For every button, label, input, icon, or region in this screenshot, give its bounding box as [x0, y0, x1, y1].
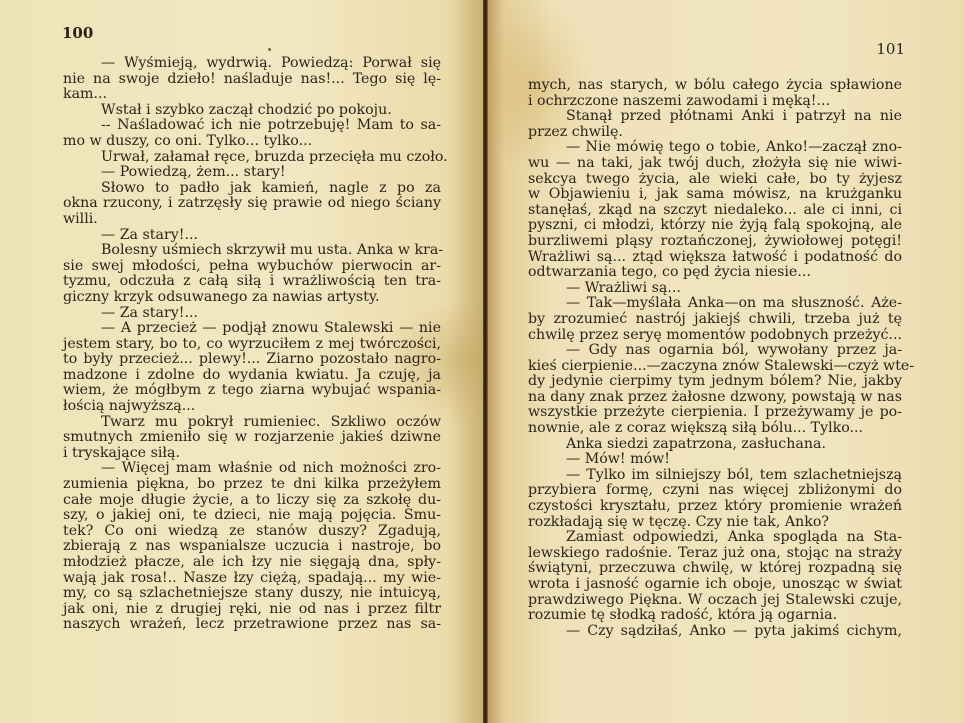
text-line: sekcya twego życia, ale wieki całe, bo ty żyjesz	[528, 170, 902, 187]
text-line: by zrozumieć nastrój jakiejś chwili, trzeba już tę	[528, 310, 902, 327]
text-line: naszych wrażeń, lecz przetrawione przez nas sa-	[63, 616, 441, 633]
text-line: tyzmu, odczuła z całą siłą i wrażliwością ten tra-	[63, 273, 441, 290]
text-line: Zamiast odpowiedzi, Anka spogląda na Sta-	[566, 529, 902, 546]
text-line: willi.	[63, 210, 98, 227]
text-line: wiem, że mógłbym z tego ziarna wybujać wspania-	[63, 382, 441, 399]
text-line: pyszni, ci młodzi, którzy nie żyją falą spokojną, ale	[528, 217, 902, 234]
text-line: — Nie mówię tego o tobie, Anko!—zaczął zno-	[566, 139, 902, 156]
text-line: Bolesny uśmiech skrzywił mu usta. Anka w kra-	[101, 242, 444, 259]
text-line: burzliwemi pląsy roztańczonej, żywiołowej potęgi!	[528, 232, 902, 249]
text-line: wają jak rosa!.. Nasze łzy ciężą, spadają... my wie-	[63, 569, 441, 586]
text-line: nownie, ale z coraz większą siłą bólu... Tylko...	[528, 420, 864, 437]
text-line: — Wyśmieją, wydrwią. Powiedzą: Porwał się	[101, 55, 441, 71]
text-line: na dany znak przez żałosne dzwony, powstają w nas	[528, 388, 902, 405]
right-page-text	[528, 77, 915, 639]
text-line: wu — na taki, jak twój duch, złożyła się nie wiwi-	[528, 154, 902, 171]
text-line: — Mów! mów!	[566, 451, 670, 468]
text-line: okna rzucony, i zatrzęsły się prawie od niego ściany	[63, 195, 441, 212]
text-line: młodzież płacze, ale ich łzy nie sięgają dna, spły-	[63, 554, 441, 570]
text-line: Stanął przed płótnami Anki i patrzył na nie	[566, 108, 902, 125]
text-line: madzone i zdolne do wydania kwiatu. Ja czuję, ja	[63, 366, 441, 383]
text-line: odtwarzania tego, co pęd życia niesie...	[528, 264, 811, 281]
right-page	[485, 0, 964, 723]
text-line: całe moje długie życie, a to liczy się za szkołę du-	[63, 491, 441, 508]
text-line: mo w duszy, co oni. Tylko... tylko...	[63, 132, 313, 149]
text-line: — Tak—myślała Anka—on ma słuszność. Aże-	[566, 295, 902, 312]
text-line: wszystkie przeżyte cierpienia. I przeżywamy je po-	[528, 404, 902, 421]
text-line: tek? Co oni wiedzą ze stanów duszy? Zgadują,	[63, 522, 441, 539]
book-gutter-binding	[483, 0, 488, 723]
text-line: Wrażliwi są... ztąd większa łatwość i podatność do	[528, 248, 902, 265]
text-line: sie swej młodości, pełna wybuchów pierwocin ar-	[63, 257, 441, 274]
text-line: lewskiego radośnie. Teraz już ona, stojąc na straży	[528, 544, 902, 561]
text-line: — Za stary!...	[101, 226, 198, 243]
text-line: nie na swoje dzieło! naśladuje nas!... Tego się lę-	[63, 70, 441, 87]
text-line: stanęłaś, zkąd na szczyt niedaleko... ale ci inni, ci	[528, 201, 902, 218]
ink-speck	[268, 48, 271, 51]
page-number-right: 101	[876, 40, 905, 58]
text-line: prawdziwego Piękna. W oczach jej Stalewski czuje,	[528, 591, 902, 608]
text-line: świątyni, przeczuwa chwilę, w której rozpadną się	[528, 560, 902, 577]
text-line: Urwał, załamał ręce, bruzda przecięła mu czoło.	[101, 148, 448, 165]
text-line: — Wrażliwi są...	[566, 279, 681, 296]
text-line: — Powiedzą, żem... stary!	[101, 164, 286, 181]
text-line: Twarz mu pokrył rumieniec. Szkliwo oczów	[101, 413, 441, 430]
text-line: to były przecież... plewy!... Ziarno pozostało nagro-	[63, 351, 441, 368]
text-line: jak oni, nie z drugiej ręki, nie od nas i przez filtr	[63, 600, 441, 617]
text-line: przybiera formę, czyni nas więcej zbliżonymi do	[528, 482, 902, 499]
text-line: kieś cierpienie...—zaczyna znów Stalewski—czyż wte-	[528, 357, 915, 374]
text-line: — A przecież — podjął znowu Stalewski — nie	[101, 320, 441, 337]
text-line: wrota i jasność ogarnie ich oboje, unosząc w świat	[528, 576, 902, 592]
text-line: i tryskające siłą.	[63, 444, 180, 461]
text-line: zumienia piękna, bo przez te dni kilka przeżyłem	[63, 476, 441, 493]
text-line: zbierają z nas wspanialsze uczucia i nastroje, bo	[63, 538, 441, 555]
text-line: dy jedynie cierpimy tym jednym bólem? Nie, jakby	[528, 373, 902, 390]
text-line: chwilę przez seryę momentów podobnych przeżyć...	[528, 326, 902, 343]
text-line: — Więcej mam właśnie od nich możności zro-	[101, 460, 441, 477]
text-line: szy, o jakiej oni, te dzieci, nie mają pojęcia. Smu-	[63, 507, 441, 524]
text-line: kam...	[63, 86, 108, 103]
text-line: giczny krzyk odsuwanego za nawias artysty.	[63, 288, 380, 305]
left-page-text	[63, 55, 448, 633]
text-line: — Tylko im silniejszy ból, tem szlachetniejszą	[566, 466, 902, 483]
text-line: łością najwyższą...	[63, 398, 196, 415]
text-line: — Czy sądziłaś, Anko — pyta jakimś cichym,	[566, 622, 902, 639]
text-line: czystości kryształu, przez który promienie wrażeń	[528, 498, 902, 515]
text-line: w Objawieniu i, jak sama mówisz, na krużganku	[528, 186, 902, 203]
text-line: smutnych zmieniło się w rozjarzenie jakieś dziwne	[63, 429, 441, 446]
page-number-left: 100	[62, 24, 94, 42]
text-line: Wstał i szybko zaczął chodzić po pokoju.	[101, 101, 392, 118]
text-line: przez chwilę.	[528, 123, 623, 140]
text-line: — Gdy nas ogarnia ból, wywołany przez ja-	[566, 342, 902, 359]
text-line: Anka siedzi zapatrzona, zasłuchana.	[566, 435, 826, 452]
text-line: my, co są szlachetniejsze stany duszy, nie intuicyą,	[63, 585, 441, 602]
text-line: rozumie tę słodką radość, która ją ogarnia.	[528, 607, 838, 624]
text-line: mych, nas starych, w bólu całego życia spławione	[528, 77, 902, 93]
text-line: rozkładają się w tęczę. Czy nie tak, Anko?	[528, 513, 830, 530]
text-line: jestem stary, bo to, co wyrzuciłem z mej twórczości,	[63, 335, 441, 352]
text-line: i ochrzczone naszemi zawodami i męką!...	[528, 92, 831, 109]
text-line: — Za stary!...	[101, 304, 198, 321]
text-line: -- Naśladować ich nie potrzebuję! Mam to sa-	[101, 117, 441, 134]
text-line: Słowo to padło jak kamień, nagle z po za	[101, 179, 441, 196]
